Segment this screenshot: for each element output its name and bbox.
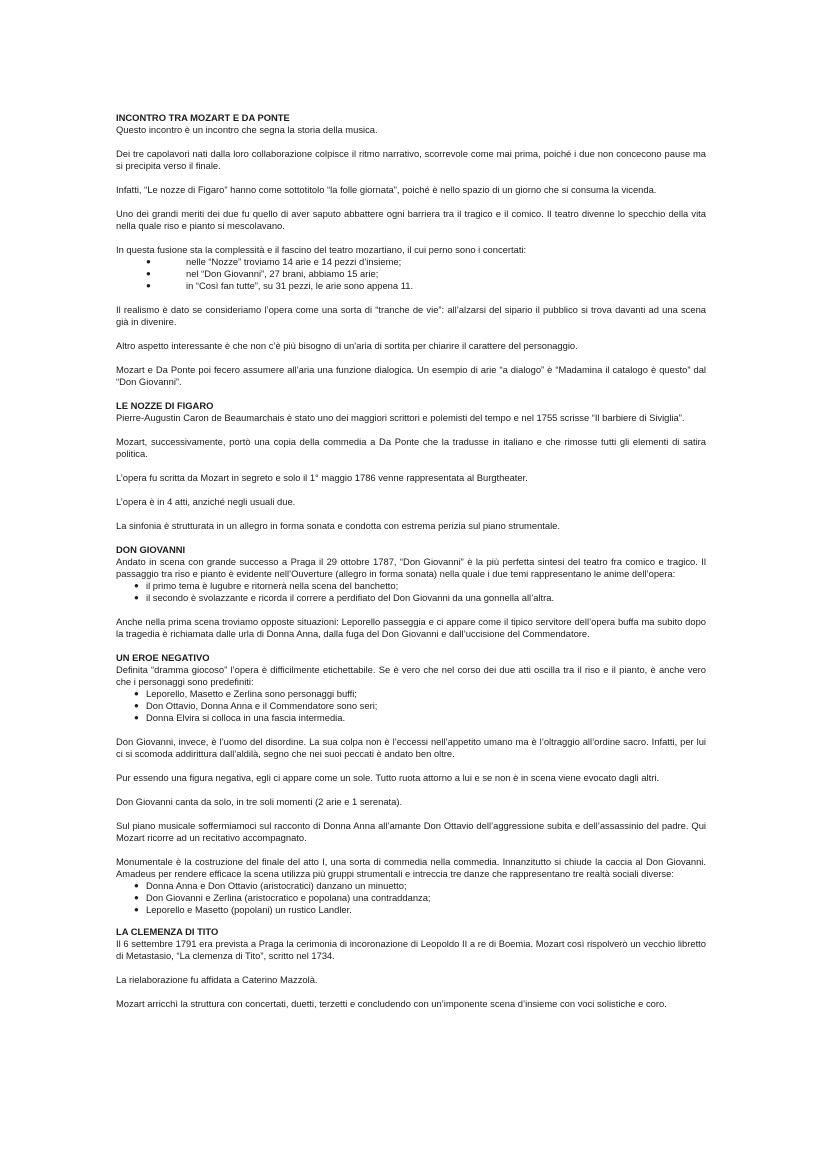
list-item: ● Leporello, Masetto e Zerlina sono personaggi buffi; bbox=[134, 688, 357, 699]
bullet-icon: ● bbox=[134, 713, 139, 722]
paragraph: Pur essendo una figura negativa, egli ci appare come un sole. Tutto ruota attorno a lui e se non è in scena viene evocato dagli altri. bbox=[116, 772, 660, 783]
bullet-list bbox=[116, 580, 706, 604]
bullet-list bbox=[116, 256, 706, 292]
list-item: ● il secondo è svolazzante e ricorda il correre a perdifiato del Don Giovanni da una gonnella all’altra. bbox=[134, 592, 555, 603]
paragraph: Mozart e Da Ponte poi fecero assumere all’aria una funzione dialogica. Un esempio di arie “a dialogo” è “Madamina il catalogo è questo” dal “Don Giovanni”. bbox=[116, 364, 706, 387]
section-title-don-giovanni: DON GIOVANNI bbox=[116, 544, 186, 555]
bullet-icon: ● bbox=[134, 701, 139, 710]
paragraph: Definita “dramma giocoso” l’opera è difficilmente etichettabile. Se è vero che nel corso dei due atti oscilla tra il riso e il pianto, è anche vero che i personaggi sono predefiniti: bbox=[116, 664, 706, 687]
bullet-icon: ● bbox=[134, 905, 139, 914]
list-item: ● Leporello e Masetto (popolani) un rustico Landler. bbox=[134, 904, 352, 915]
paragraph: Questo incontro è un incontro che segna la storia della musica. bbox=[116, 124, 378, 135]
section-title-eroe-negativo: UN EROE NEGATIVO bbox=[116, 652, 210, 663]
section-title-incontro: INCONTRO TRA MOZART E DA PONTE bbox=[116, 112, 290, 123]
list-item: ● Donna Elvira si colloca in una fascia intermedia. bbox=[134, 712, 346, 723]
bullet-icon: ● bbox=[146, 269, 151, 278]
bullet-icon: ● bbox=[134, 881, 139, 890]
paragraph: Dei tre capolavori nati dalla loro collaborazione colpisce il ritmo narrativo, scorrevole come mai prima, poiché i due non concecono pause ma si precipita verso il finale. bbox=[116, 148, 706, 171]
bullet-icon: ● bbox=[134, 593, 139, 602]
paragraph: L’opera fu scritta da Mozart in segreto e solo il 1° maggio 1786 venne rappresentata al Burgtheater. bbox=[116, 472, 528, 483]
paragraph: Andato in scena con grande successo a Praga il 29 ottobre 1787, “Don Giovanni” è la più perfetta sintesi del teatro fra comico e tragico. Il passaggio tra riso e pianto è evidente nell’Ouverture (allegro in forma sonata) nella quale i due temi rappresentano le anime dell’opera: bbox=[116, 556, 706, 579]
list-item: ● Don Giovanni e Zerlina (aristocratico e popolana) una contraddanza; bbox=[134, 892, 431, 903]
section-title-nozze: LE NOZZE DI FIGARO bbox=[116, 400, 214, 411]
paragraph: Mozart arricchì la struttura con concertati, duetti, terzetti e concludendo con un’imponente scena d’insieme con voci solistiche e coro. bbox=[116, 998, 667, 1009]
list-item: ● Donna Anna e Don Ottavio (aristocratici) danzano un minuetto; bbox=[134, 880, 407, 891]
list-item: ● il primo tema è lugubre e ritornerà nella scena del banchetto; bbox=[134, 580, 399, 591]
section-title-clemenza-di-tito: LA CLEMENZA DI TITO bbox=[116, 926, 219, 937]
list-item: ● in “Così fan tutte”, su 31 pezzi, le arie sono appena 11. bbox=[146, 280, 414, 291]
list-item: ● Don Ottavio, Donna Anna e il Commendatore sono seri; bbox=[134, 700, 378, 711]
paragraph: Altro aspetto interessante è che non c’è più bisogno di un’aria di sortita per chiarire il carattere del personaggio. bbox=[116, 340, 578, 351]
paragraph: Il 6 settembre 1791 era prevista a Praga la cerimonia di incoronazione di Leopoldo II a re di Boemia. Mozart così rispolverò un vecchio libretto di Metastasio, “La clemenza di Tito”, scritto nel 1734. bbox=[116, 938, 706, 961]
bullet-icon: ● bbox=[146, 281, 151, 290]
paragraph: Il realismo è dato se consideriamo l’opera come una sorta di “tranche de vie”: all’alzarsi del sipario il pubblico si trova davanti ad una scena già in divenire. bbox=[116, 304, 706, 327]
list-item: ● nel “Don Giovanni”, 27 brani, abbiamo 15 arie; bbox=[146, 268, 379, 279]
paragraph: Don Giovanni, invece, è l’uomo del disordine. La sua colpa non è l’eccessi nell’appetito umano ma è l’oltraggio all’ordine sacro. Infatti, per lui ci si scomoda addirittura dall’aldilà, segno che nei suoi peccati è andato ben oltre. bbox=[116, 736, 706, 759]
paragraph: Don Giovanni canta da solo, in tre soli momenti (2 arie e 1 serenata). bbox=[116, 796, 403, 807]
paragraph: La sinfonia è strutturata in un allegro in forma sonata e condotta con estrema perizia sul piano strumentale. bbox=[116, 520, 561, 531]
paragraph: Mozart, successivamente, portò una copia della commedia a Da Ponte che la tradusse in italiano e che rimosse tutti gli elementi di satira politica. bbox=[116, 436, 706, 459]
bullet-icon: ● bbox=[134, 893, 139, 902]
bullet-icon: ● bbox=[134, 689, 139, 698]
bullet-icon: ● bbox=[134, 581, 139, 590]
paragraph: La rielaborazione fu affidata a Caterino Mazzolà. bbox=[116, 974, 318, 985]
paragraph: Uno dei grandi meriti dei due fu quello di aver saputo abbattere ogni barriera tra il tragico e il comico. Il teatro divenne lo specchio della vita nella quale riso e pianto si mescolavano. bbox=[116, 208, 706, 231]
bullet-list bbox=[116, 688, 706, 724]
paragraph: Sul piano musicale soffermiamoci sul racconto di Donna Anna all’amante Don Ottavio dell’aggressione subita e dell’assassinio del padre. Qui Mozart ricorre ad un recitativo accompagnato. bbox=[116, 820, 706, 843]
list-item: ● nelle “Nozze” troviamo 14 arie e 14 pezzi d’insieme; bbox=[146, 256, 402, 267]
paragraph: Infatti, “Le nozze di Figaro” hanno come sottotitolo “la folle giornata”, poiché è nello spazio di un giorno che si consuma la vicenda. bbox=[116, 184, 657, 195]
paragraph: In questa fusione sta la complessità e il fascino del teatro mozartiano, il cui perno sono i concertati: bbox=[116, 244, 527, 255]
paragraph: Pierre-Augustin Caron de Beaumarchais è stato uno dei maggiori scrittori e polemisti del tempo e nel 1755 scrisse “Il barbiere di Siviglia”. bbox=[116, 412, 685, 423]
paragraph: L’opera è in 4 atti, anziché negli usuali due. bbox=[116, 496, 296, 507]
paragraph: Monumentale è la costruzione del finale del atto I, una sorta di commedia nella commedia. Innanzitutto si chiude la caccia al Don Giovanni. Amadeus per rendere efficace la scena utilizza più gruppi strumentali e intreccia tre danze che rappresentano tre realtà sociali diverse: bbox=[116, 856, 706, 879]
bullet-list bbox=[116, 880, 706, 916]
paragraph: Anche nella prima scena troviamo opposte situazioni: Leporello passeggia e ci appare come il tipico servitore dell’opera buffa ma subito dopo la tragedia è richiamata dalle urla di Donna Anna, dalla fuga del Don Giovanni e dall’uccisione del Commendatore. bbox=[116, 616, 706, 639]
bullet-icon: ● bbox=[146, 257, 151, 266]
